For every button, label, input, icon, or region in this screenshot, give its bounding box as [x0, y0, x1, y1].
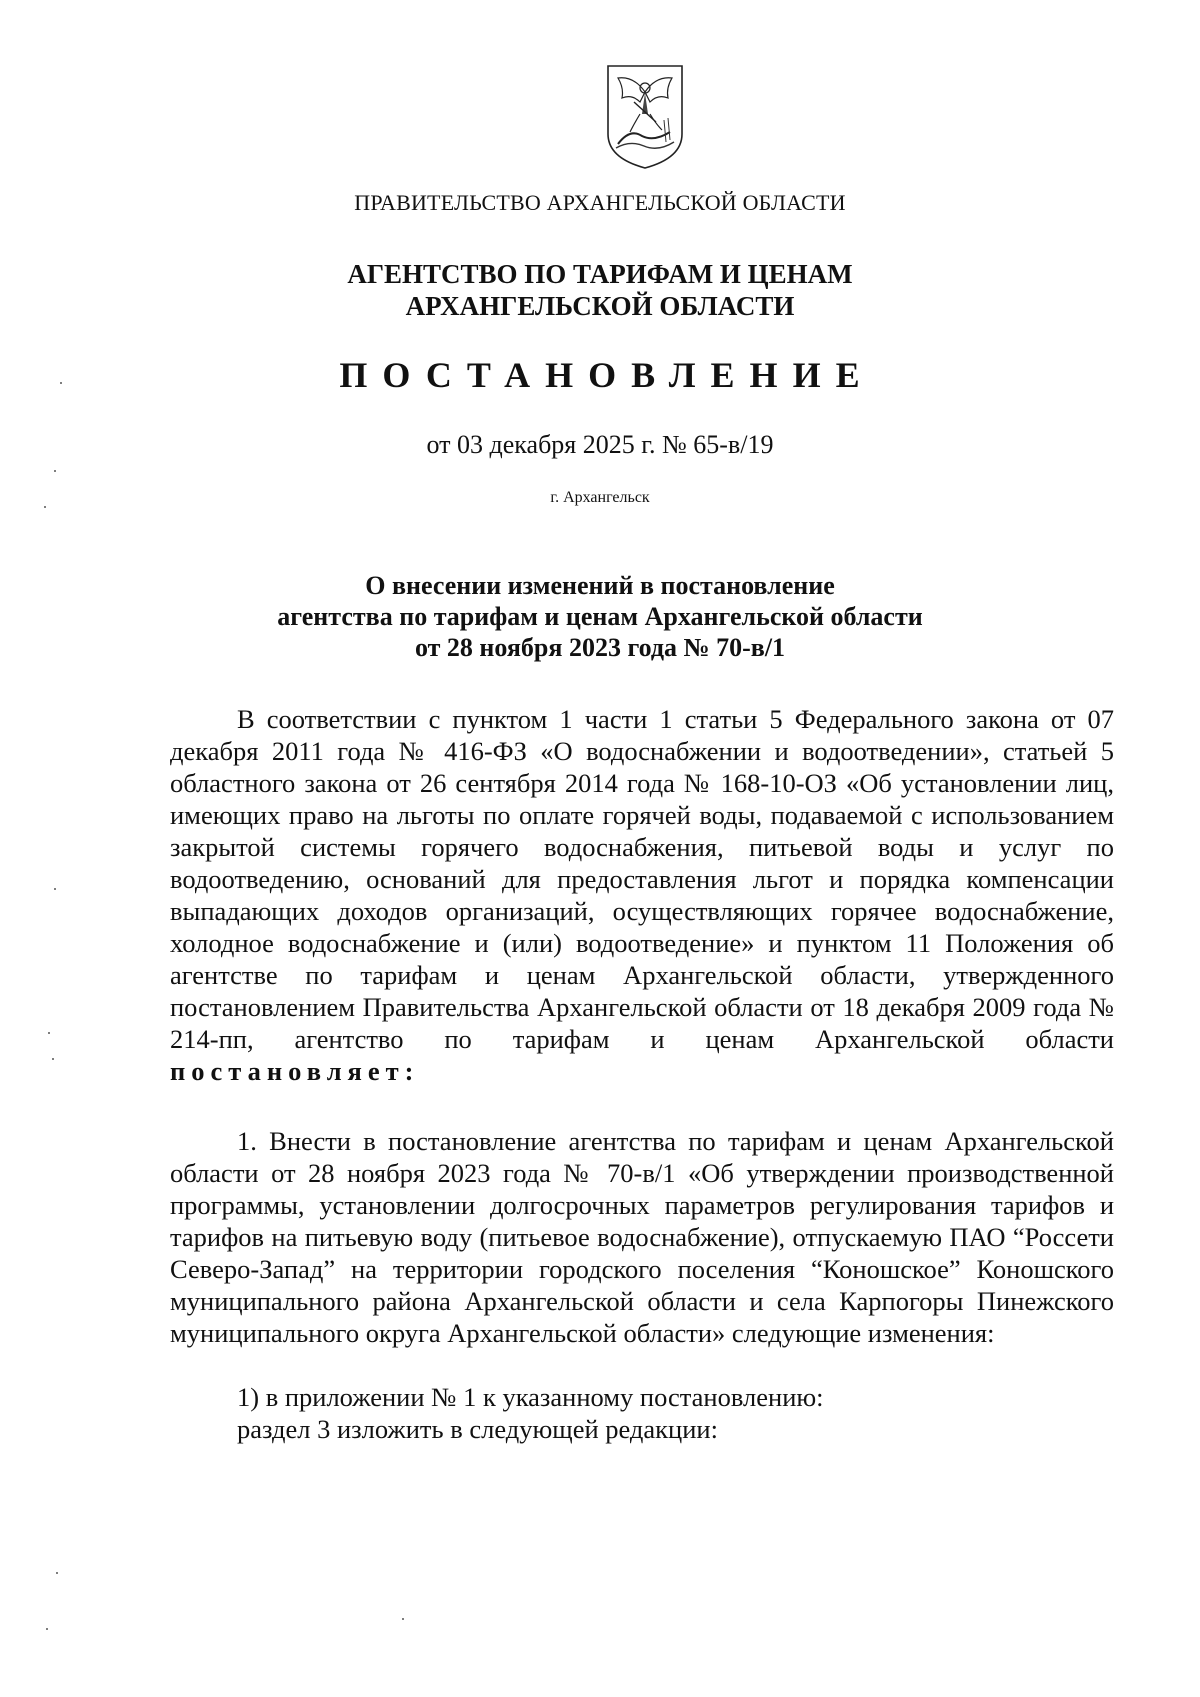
resolves-keyword: постановляет:: [170, 1056, 420, 1086]
arkhangelsk-coat-of-arms-icon: [604, 62, 686, 170]
agency-name-line-1: АГЕНТСТВО ПО ТАРИФАМ И ЦЕНАМ: [347, 259, 853, 289]
scan-speck: [56, 1572, 58, 1574]
subject-line-3: от 28 ноября 2023 года № 70-в/1: [414, 633, 786, 662]
sub-item-2: раздел 3 изложить в следующей редакции:: [237, 1414, 718, 1444]
sub-item-1: 1) в приложении № 1 к указанному постановлению:: [237, 1382, 824, 1412]
scan-speck: [54, 470, 56, 472]
government-name: ПРАВИТЕЛЬСТВО АРХАНГЕЛЬСКОЙ ОБЛАСТИ: [354, 190, 846, 215]
scan-speck: [402, 1618, 404, 1620]
document-city: г. Архангельск: [550, 489, 650, 506]
preamble-text: В соответствии с пунктом 1 части 1 статьи 5 Федерального закона от 07 декабря 2011 года № 416-ФЗ «О водоснабжении и водоотведении», статьей 5 областного закона от 26 сентября 2014 года № 168-10-ОЗ «Об установлении лиц, имеющих право на льготы по оплате горячей воды, подаваемой с использованием закрытой системы горячего водоснабжения, питьевой воды и услуг по водоотведению, оснований для предоставления льгот и порядка компенсации выпадающих доходов организаций, осуществляющих горячее водоснабжение, холодное водоснабжение и (или) водоотведение» и пунктом 11 Положения об агентстве по тарифам и ценам Архангельской области, утвержденного постановлением Правительства Архангельской области от 18 декабря 2009 года № 214-пп, агентство по тарифам и ценам Архангельской области: [170, 704, 1114, 1054]
scan-speck: [48, 1032, 50, 1034]
scan-speck: [52, 1058, 54, 1060]
document-type-title: ПОСТАНОВЛЕНИЕ: [339, 355, 875, 395]
document-date-number: от 03 декабря 2025 г. № 65-в/19: [426, 430, 774, 459]
subject-line-2: агентства по тарифам и ценам Архангельской области: [277, 602, 923, 631]
preamble-paragraph: [170, 703, 1114, 1087]
subject-line-1: О внесении изменений в постановление: [365, 571, 835, 600]
scan-speck: [54, 888, 56, 890]
agency-name-line-2: АРХАНГЕЛЬСКОЙ ОБЛАСТИ: [405, 291, 795, 321]
scan-speck: [46, 1628, 48, 1630]
item-1-paragraph: 1. Внести в постановление агентства по тарифам и ценам Архангельской области от 28 ноября 2023 года № 70-в/1 «Об утверждении производственной программы, установлении долгосрочных параметров регулирования тарифов и тарифов на питьевую воду (питьевое водоснабжение), отпускаемую ПАО “Россети Северо-Запад” на территории городского поселения “Коношское” Коношского муниципального района Архангельской области и села Карпогоры Пинежского муниципального округа Архангельской области» следующие изменения:: [170, 1126, 1114, 1348]
scan-speck: [44, 506, 46, 508]
scan-speck: [60, 382, 62, 384]
